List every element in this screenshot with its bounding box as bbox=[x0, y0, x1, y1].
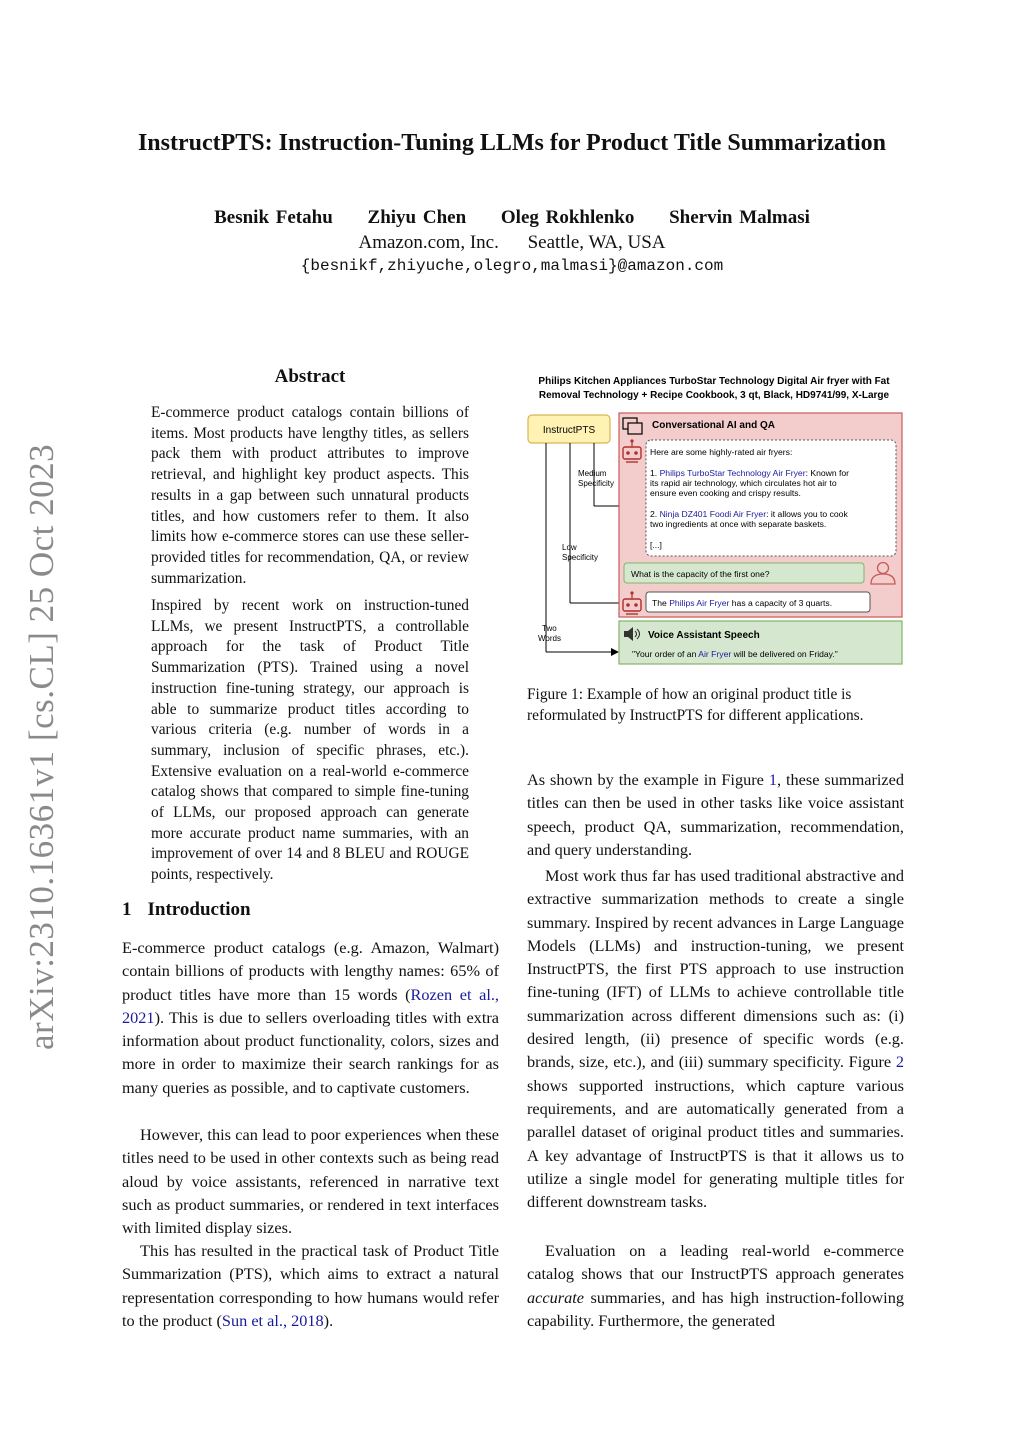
emphasis-text: accurate bbox=[527, 1287, 584, 1307]
abstract-paragraph-1: E-commerce product catalogs contain billions of items. Most products have lengthy titles, as sellers pack them with product attributes to improve retrieval, and highlight key product aspects. This results in a gap between such unnatural products titles, and how customers refer to them. It also limits how e-commerce stores can use these seller-provided titles for recommendation, QA, or review summarization. bbox=[151, 404, 469, 587]
affiliation-location: Seattle, WA, USA bbox=[527, 232, 666, 253]
product-title-line-1: Philips Kitchen Appliances TurboStar Technology Digital Air fryer with Fat bbox=[538, 376, 890, 387]
figure-caption: Figure 1: Example of how an original product title is reformulated by InstructPTS for different applications. bbox=[527, 686, 864, 724]
figure-1 bbox=[522, 370, 906, 670]
intro-paragraph-2: However, this can lead to poor experiences when these titles need to be used in other contexts such as being read aloud by voice assistants, referenced in narrative text such as product summaries, or rendered in text interfaces with limited display sizes. bbox=[122, 1125, 499, 1238]
affiliation bbox=[0, 232, 1024, 254]
figure-reference-link[interactable]: 2 bbox=[895, 1052, 904, 1072]
qa-panel-header: Conversational AI and QA bbox=[652, 420, 775, 431]
right-paragraph-1 bbox=[527, 768, 904, 861]
two-words-label: Two bbox=[542, 624, 557, 633]
abstract-heading: Abstract bbox=[274, 366, 346, 387]
figure-reference-link[interactable]: 1 bbox=[768, 770, 777, 789]
right-paragraph-3 bbox=[527, 1239, 904, 1332]
text-run: Evaluation on a leading real-world e-commerce catalog shows that our InstructPTS approach generates bbox=[527, 1241, 904, 1284]
text-run: shows supported instructions, which capture various requirements, and are automatically generated from a parallel dataset of original product titles and summaries. A key advantage of InstructPTS is that it allows us to utilize a single model for generating multiple titles for different downstream tasks. bbox=[527, 1075, 904, 1212]
section-title: Introduction bbox=[147, 899, 251, 920]
instructpts-label: InstructPTS bbox=[542, 425, 596, 436]
text-run: summaries, and has high instruction-following capability. Furthermore, the generated bbox=[527, 1287, 904, 1330]
abstract-paragraph-2: Inspired by recent work on instruction-tuned LLMs, we present InstructPTS, a controllable approach for the task of Product Title Summarization (PTS). Trained using a novel instruction fine-tuning strategy, our approach is able to summarize product titles according to various criteria (e.g. number of words in a summary, inclusion of specific phrases, etc.). Extensive evaluation on a real-world e-commerce catalog shows that compared to simple fine-tuning of LLMs, our proposed approach can generate more accurate product name summaries, with an improvement of over 14 and 8 BLEU and ROUGE points, respectively. bbox=[151, 597, 469, 884]
medium-specificity-label: Medium bbox=[578, 469, 607, 478]
text-run: E-commerce product catalogs (e.g. Amazon, Walmart) contain billions of products with lengthy names: 65% of product titles have more than 15 words ( bbox=[122, 938, 499, 1004]
medium-specificity-label: Specificity bbox=[578, 479, 615, 488]
user-question-text: What is the capacity of the first one? bbox=[631, 569, 770, 579]
section-heading-introduction bbox=[122, 899, 251, 921]
item-1-line-2: its rapid air technology, which circulates hot air to bbox=[650, 478, 837, 488]
item-1-line-1: 1. Philips TurboStar Technology Air Fryer: Known for bbox=[650, 468, 850, 478]
assistant-response-box bbox=[646, 440, 896, 556]
item-2-line-2: two ingredients at once with separate baskets. bbox=[650, 519, 827, 529]
intro-paragraph-3 bbox=[122, 1239, 499, 1332]
text-run: ). This is due to sellers overloading titles with extra information about product functionality, colors, sizes and more in order to maximize their search rankings for as many queries as possible, and to captivate customers. bbox=[122, 1007, 499, 1097]
ellipsis-text: [...] bbox=[650, 540, 662, 550]
text-run: As shown by the example in Figure bbox=[527, 770, 769, 789]
assistant-answer-text: The Philips Air Fryer has a capacity of 3 quarts. bbox=[652, 598, 833, 608]
low-specificity-label: Specificity bbox=[562, 553, 599, 562]
low-specificity-label: Low bbox=[562, 543, 577, 552]
author-name: Shervin Malmasi bbox=[669, 207, 810, 228]
affiliation-org: Amazon.com, Inc. bbox=[358, 232, 499, 253]
text-run: This has resulted in the practical task of Product Title Summarization (PTS), which aims to extract a natural representation corresponding to how humans would refer to the product ( bbox=[122, 1241, 499, 1330]
voice-panel-header: Voice Assistant Speech bbox=[648, 630, 760, 641]
voice-output-text: "Your order of an Air Fryer will be delivered on Friday." bbox=[632, 649, 838, 659]
qa-intro-text: Here are some highly-rated air fryers: bbox=[650, 447, 793, 457]
author-name: Zhiyu Chen bbox=[367, 207, 467, 228]
text-run: ). bbox=[323, 1310, 334, 1330]
author-name: Besnik Fetahu bbox=[214, 207, 333, 228]
figure-diagram bbox=[522, 370, 906, 670]
arxiv-identifier: arXiv:2310.16361v1 [cs.CL] 25 Oct 2023 bbox=[22, 443, 61, 1050]
two-words-label: Words bbox=[538, 634, 561, 643]
product-title-line-2: Removal Technology + Recipe Cookbook, 3 qt, Black, HD9741/99, X-Large bbox=[538, 390, 890, 401]
author-name: Oleg Rokhlenko bbox=[500, 207, 635, 228]
section-number: 1 bbox=[122, 899, 132, 920]
citation-link[interactable]: Sun et al., 2018 bbox=[221, 1310, 324, 1330]
item-1-line-3: ensure even cooking and crispy results. bbox=[650, 488, 801, 498]
author-emails: {besnikf,zhiyuche,olegro,malmasi}@amazon.com bbox=[300, 257, 724, 275]
item-2-line-1: 2. Ninja DZ401 Foodi Air Fryer: it allows you to cook bbox=[650, 509, 848, 519]
citation-link[interactable]: Rozen et al., 2021 bbox=[122, 984, 500, 1027]
right-paragraph-2 bbox=[527, 864, 904, 1213]
intro-paragraph-1 bbox=[122, 936, 499, 1099]
text-run: , these summarized titles can then be used in other tasks like voice assistant speech, product QA, summarization, recommendation, and query understanding. bbox=[527, 770, 905, 859]
text-run: Most work thus far has used traditional abstractive and extractive summarization methods to create a single summary. Inspired by recent advances in Large Language Models (LLMs) and instruction-tuning, we present InstructPTS, the first PTS approach to use instruction fine-tuning (IFT) of LLMs to achieve controllable title summarization across different dimensions such as: (i) desired length, (ii) presence of specific words (e.g. brands, size, etc.), and (iii) summary specificity. Figure bbox=[527, 866, 904, 1072]
paper-title: InstructPTS: Instruction-Tuning LLMs for Product Title Summarization bbox=[137, 130, 887, 156]
author-list bbox=[0, 207, 1024, 229]
